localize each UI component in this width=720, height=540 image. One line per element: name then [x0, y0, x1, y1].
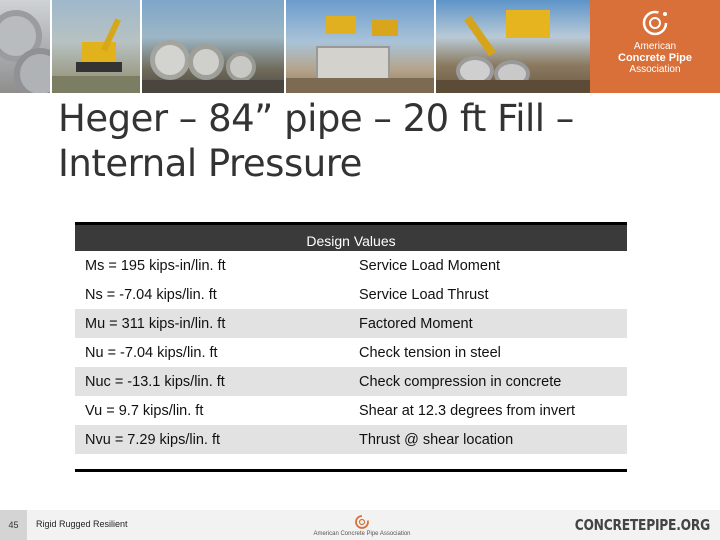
row-value: Vu = 9.7 kips/lin. ft — [85, 402, 204, 419]
row-value: Nuc = -13.1 kips/lin. ft — [85, 373, 225, 390]
row-description: Thrust @ shear location — [359, 431, 514, 448]
table-row — [75, 367, 627, 396]
stacked-concrete-pipes-photo — [0, 0, 52, 93]
row-value: Nu = -7.04 kips/lin. ft — [85, 344, 218, 361]
table-row — [75, 251, 627, 280]
brand-line-3: Association — [629, 64, 681, 75]
brand-line-1: American — [633, 41, 677, 52]
design-values-table — [75, 222, 627, 472]
header-photo-banner — [0, 0, 590, 93]
brand-line-2: Concrete Pipe — [618, 52, 692, 64]
row-description: Check tension in steel — [359, 344, 501, 361]
table-row — [75, 396, 627, 425]
footer-acpa-logo-icon — [312, 514, 412, 530]
row-description: Factored Moment — [359, 315, 473, 332]
slide-footer — [0, 510, 720, 540]
excavator-pipe-laying-photo — [436, 0, 590, 93]
table-row — [75, 280, 627, 309]
row-value: Ms = 195 kips-in/lin. ft — [85, 257, 226, 274]
box-culvert-installation-photo — [286, 0, 436, 93]
row-description: Check compression in concrete — [359, 373, 562, 390]
acpa-logo-icon — [638, 8, 672, 38]
table-row — [75, 338, 627, 367]
website-link[interactable]: CONCRETEPIPE.ORG — [574, 516, 710, 534]
table-header: Design Values — [75, 222, 627, 251]
pipe-storage-yard-photo — [142, 0, 286, 93]
brand-panel — [590, 0, 720, 93]
row-value: Ns = -7.04 kips/lin. ft — [85, 286, 217, 303]
footer-tagline: Rigid Rugged Resilient — [36, 519, 128, 529]
row-value: Mu = 311 kips-in/lin. ft — [85, 315, 226, 332]
row-description: Shear at 12.3 degrees from invert — [359, 402, 576, 419]
slide-title-line-1: Heger – 84” pipe – 20 ft Fill – — [58, 97, 574, 140]
slide-title — [58, 96, 618, 186]
excavator-photo — [52, 0, 142, 93]
row-description: Service Load Thrust — [359, 286, 489, 303]
table-row — [75, 425, 627, 454]
row-value: Nvu = 7.29 kips/lin. ft — [85, 431, 220, 448]
table-row — [75, 309, 627, 338]
slide-title-line-2: Internal Pressure — [58, 142, 362, 185]
page-number: 45 — [0, 510, 27, 540]
row-description: Service Load Moment — [359, 257, 501, 274]
footer-association: American Concrete Pipe Association — [313, 531, 411, 537]
table-bottom-border — [75, 454, 627, 472]
